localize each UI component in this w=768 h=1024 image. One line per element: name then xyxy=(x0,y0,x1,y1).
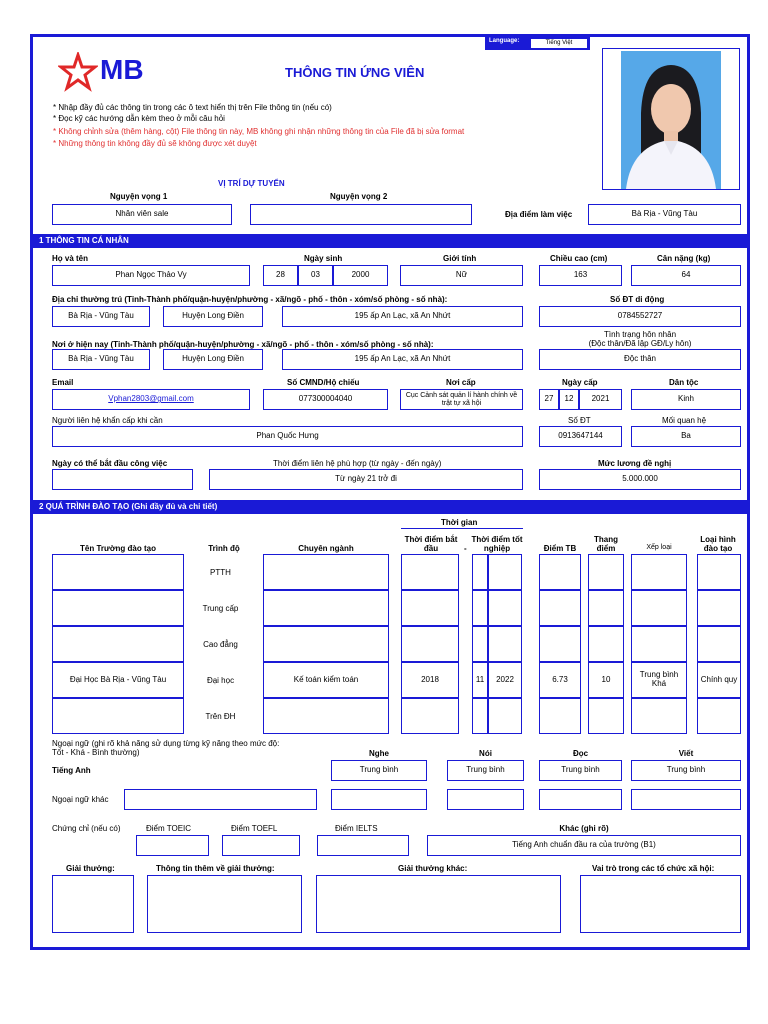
other-language-label: Ngoại ngữ khác xyxy=(52,795,109,804)
perm-province[interactable]: Bà Rịa - Vũng Tàu xyxy=(52,306,150,327)
scale-header: Thang điểm xyxy=(594,535,618,553)
awards-label: Giải thưởng: xyxy=(66,864,115,873)
edu-school-cell[interactable] xyxy=(52,590,184,626)
marital-hint: (Độc thân/Đã lập GĐ/Ly hôn) xyxy=(588,339,692,348)
perm-address-label: Địa chỉ thường trú (Tỉnh-Thành phố/quận-huyện/phường - xã/ngõ - phố - thôn - xóm/số phòng - số nhà): xyxy=(52,295,448,304)
candidate-photo xyxy=(602,48,740,190)
edu-major-cell[interactable]: Kế toán kiểm toán xyxy=(263,662,389,698)
gender-field[interactable]: Nữ xyxy=(400,265,523,286)
edu-rank-cell[interactable] xyxy=(631,590,687,626)
place-field[interactable]: Bà Rịa - Vũng Tàu xyxy=(588,204,741,225)
note-4: * Những thông tin không đầy đủ sẽ không được xét duyệt xyxy=(53,139,257,148)
edu-gpa-cell[interactable] xyxy=(539,590,581,626)
edu-type-cell[interactable] xyxy=(697,590,741,626)
weight-field[interactable]: 64 xyxy=(631,265,741,286)
dob-month[interactable]: 03 xyxy=(298,265,333,286)
other-cert-label: Khác (ghi rõ) xyxy=(559,824,609,833)
relationship-label: Mối quan hệ xyxy=(662,416,707,425)
edu-scale-cell[interactable] xyxy=(588,590,624,626)
edu-type-cell[interactable] xyxy=(697,554,741,590)
level-header: Trình độ xyxy=(208,544,240,553)
edu-type-cell[interactable] xyxy=(697,626,741,662)
start-date-field[interactable] xyxy=(52,469,193,490)
issue-place-label: Nơi cấp xyxy=(446,378,476,387)
english-read[interactable]: Trung bình xyxy=(539,760,622,781)
social-roles-label: Vai trò trong các tổ chức xã hội: xyxy=(592,864,715,873)
edu-scale-cell[interactable] xyxy=(588,554,624,590)
current-district[interactable]: Huyện Long Điền xyxy=(163,349,263,370)
edu-major-cell[interactable] xyxy=(263,626,389,662)
edu-gpa-cell[interactable] xyxy=(539,698,581,734)
english-write[interactable]: Trung bình xyxy=(631,760,741,781)
toeic-field[interactable] xyxy=(136,835,209,856)
issue-date-label: Ngày cấp xyxy=(562,378,598,387)
ielts-label: Điểm IELTS xyxy=(335,824,378,833)
other-cert-field[interactable]: Tiếng Anh chuẩn đầu ra của trường (B1) xyxy=(427,835,741,856)
toefl-label: Điểm TOEFL xyxy=(231,824,278,833)
awards-info-field[interactable] xyxy=(147,875,302,933)
edu-gpa-cell[interactable] xyxy=(539,554,581,590)
start-header: Thời điểm bắt đầu xyxy=(404,535,458,553)
marital-label: Tình trạng hôn nhân xyxy=(603,330,677,339)
edu-school-cell[interactable] xyxy=(52,554,184,590)
id-label: Số CMND/Hộ chiếu xyxy=(287,378,360,387)
name-label: Họ và tên xyxy=(52,254,89,263)
edu-level-cell: PTTH xyxy=(210,568,231,577)
other-language-write[interactable] xyxy=(631,789,741,810)
edu-type-cell[interactable]: Chính quy xyxy=(697,662,741,698)
edu-scale-cell[interactable] xyxy=(588,626,624,662)
height-field[interactable]: 163 xyxy=(539,265,622,286)
edu-end-m-cell[interactable] xyxy=(472,626,488,662)
contact-time-field[interactable]: Từ ngày 21 trở đi xyxy=(209,469,523,490)
rank-header: Xếp loại xyxy=(646,544,672,551)
language-select[interactable]: Tiếng Việt xyxy=(530,38,588,49)
salary-label: Mức lương đề nghị xyxy=(598,459,672,468)
language-label: Language: xyxy=(489,38,520,44)
edu-end-y-cell[interactable] xyxy=(488,626,522,662)
certificates-label: Chứng chỉ (nếu có) xyxy=(52,824,121,833)
nv1-field[interactable]: Nhân viên sale xyxy=(52,204,232,225)
dob-year[interactable]: 2000 xyxy=(333,265,388,286)
perm-address[interactable]: 195 ấp An Lạc, xã An Nhứt xyxy=(282,306,523,327)
edu-level-cell: Trên ĐH xyxy=(205,712,236,721)
awards-info-label: Thông tin thêm về giải thưởng: xyxy=(156,864,275,873)
other-language-listen[interactable] xyxy=(331,789,427,810)
issue-month[interactable]: 12 xyxy=(559,389,579,410)
edu-rank-cell[interactable] xyxy=(631,554,687,590)
edu-school-cell[interactable]: Đại Học Bà Rịa - Vũng Tàu xyxy=(52,662,184,698)
name-field[interactable]: Phan Ngọc Thảo Vy xyxy=(52,265,250,286)
emergency-phone-label: Số ĐT xyxy=(568,416,591,425)
start-date-label: Ngày có thể bắt đầu công việc xyxy=(52,459,168,468)
edu-end-y-cell[interactable] xyxy=(488,554,522,590)
note-3: * Không chỉnh sửa (thêm hàng, cột) File thông tin này, MB không ghi nhận những thông tin của File đã bị sửa format xyxy=(53,127,465,136)
language-note-1: Ngoại ngữ (ghi rõ khả năng sử dụng từng kỹ năng theo mức độ: xyxy=(52,739,280,748)
edu-gpa-cell[interactable] xyxy=(539,626,581,662)
edu-scale-cell[interactable]: 10 xyxy=(588,662,624,698)
relationship-field[interactable]: Ba xyxy=(631,426,741,447)
edu-end-y-cell[interactable]: 2022 xyxy=(488,662,522,698)
nv2-label: Nguyện vọng 2 xyxy=(330,192,388,201)
edu-start-cell[interactable] xyxy=(401,590,459,626)
edu-end-y-cell[interactable] xyxy=(488,698,522,734)
edu-end-m-cell[interactable]: 11 xyxy=(472,662,488,698)
major-header: Chuyên ngành xyxy=(298,544,354,553)
perm-district[interactable]: Huyện Long Điền xyxy=(163,306,263,327)
edu-school-cell[interactable] xyxy=(52,698,184,734)
mb-logo xyxy=(58,52,168,92)
edu-type-cell[interactable] xyxy=(697,698,741,734)
current-address[interactable]: 195 ấp An Lạc, xã An Nhứt xyxy=(282,349,523,370)
school-header: Tên Trường đào tạo xyxy=(80,544,156,553)
ethnic-field[interactable]: Kinh xyxy=(631,389,741,410)
read-header: Đọc xyxy=(572,749,589,758)
edu-end-m-cell[interactable] xyxy=(472,590,488,626)
nv2-field[interactable] xyxy=(250,204,472,225)
type-header: Loại hình đào tạo xyxy=(700,535,736,553)
edu-end-y-cell[interactable] xyxy=(488,590,522,626)
time-header-line xyxy=(401,528,523,529)
english-speak[interactable]: Trung bình xyxy=(447,760,524,781)
other-language-read[interactable] xyxy=(539,789,622,810)
weight-label: Cân nặng (kg) xyxy=(657,254,711,263)
other-awards-field[interactable] xyxy=(316,875,561,933)
height-label: Chiều cao (cm) xyxy=(550,254,608,263)
email-label: Email xyxy=(52,378,74,387)
gender-label: Giới tính xyxy=(443,254,477,263)
edu-rank-cell[interactable] xyxy=(631,698,687,734)
edu-gpa-cell[interactable]: 6.73 xyxy=(539,662,581,698)
edu-start-cell[interactable] xyxy=(401,554,459,590)
brand-name: MB xyxy=(100,54,144,85)
english-listen[interactable]: Trung bình xyxy=(331,760,427,781)
toefl-field[interactable] xyxy=(222,835,300,856)
edu-end-m-cell[interactable] xyxy=(472,698,488,734)
dob-label: Ngày sinh xyxy=(304,254,343,263)
current-address-label: Nơi ở hiện nay (Tỉnh-Thành phố/quận-huyện/phường - xã/ngõ - phố - thôn - xóm/số phòng - số nhà): xyxy=(52,340,434,349)
edu-scale-cell[interactable] xyxy=(588,698,624,734)
contact-time-label: Thời điểm liên hệ phù hợp (từ ngày - đến ngày) xyxy=(273,459,442,468)
listen-header: Nghe xyxy=(369,749,389,758)
mb-star-icon xyxy=(58,52,98,92)
marital-field[interactable]: Độc thân xyxy=(539,349,741,370)
place-label: Địa điểm làm việc xyxy=(505,210,573,219)
note-2: * Đọc kỹ các hướng dẫn kèm theo ở mỗi câu hỏi xyxy=(53,114,225,123)
edu-end-m-cell[interactable] xyxy=(472,554,488,590)
edu-major-cell[interactable] xyxy=(263,698,389,734)
edu-level-cell: Đại học xyxy=(206,676,235,685)
phone-label: Số ĐT di động xyxy=(610,295,665,304)
id-field[interactable]: 077300004040 xyxy=(263,389,388,410)
email-field[interactable]: Vphan2803@gmail.com xyxy=(52,389,250,410)
ethnic-label: Dân tộc xyxy=(669,378,699,387)
edu-level-cell: Trung cấp xyxy=(202,604,239,613)
dob-day[interactable]: 28 xyxy=(263,265,298,286)
toeic-label: Điểm TOEIC xyxy=(146,824,192,833)
emergency-field[interactable]: Phan Quốc Hưng xyxy=(52,426,523,447)
phone-field[interactable]: 0784552727 xyxy=(539,306,741,327)
english-label: Tiếng Anh xyxy=(52,766,91,775)
section-1-header: 1 THÔNG TIN CÁ NHÂN xyxy=(33,234,747,248)
other-language-speak[interactable] xyxy=(447,789,524,810)
page-title: THÔNG TIN ỨNG VIÊN xyxy=(285,65,425,80)
edu-major-cell[interactable] xyxy=(263,554,389,590)
current-province[interactable]: Bà Rịa - Vũng Tàu xyxy=(52,349,150,370)
time-header: Thời gian xyxy=(441,518,478,527)
ielts-field[interactable] xyxy=(317,835,409,856)
nv1-label: Nguyện vọng 1 xyxy=(110,192,168,201)
end-header: Thời điểm tốt nghiệp xyxy=(471,535,523,553)
edu-start-cell[interactable] xyxy=(401,698,459,734)
edu-start-cell[interactable] xyxy=(401,626,459,662)
edu-rank-cell[interactable]: Trung bình Khá xyxy=(631,662,687,698)
emergency-phone-field[interactable]: 0913647144 xyxy=(539,426,622,447)
dash-header: - xyxy=(464,544,467,553)
edu-school-cell[interactable] xyxy=(52,626,184,662)
issue-year[interactable]: 2021 xyxy=(579,389,622,410)
position-heading: VỊ TRÍ DỰ TUYỂN xyxy=(218,179,285,188)
gpa-header: Điểm TB xyxy=(543,544,577,553)
edu-level-cell: Cao đẳng xyxy=(203,640,238,649)
other-language-field[interactable] xyxy=(124,789,317,810)
salary-field[interactable]: 5.000.000 xyxy=(539,469,741,490)
language-note-2: Tốt - Khá - Bình thường) xyxy=(52,748,140,757)
issue-day[interactable]: 27 xyxy=(539,389,559,410)
issue-place-field[interactable]: Cục Cảnh sát quản lí hành chính về trật tự xã hội xyxy=(400,389,523,410)
portrait-icon xyxy=(621,51,721,189)
edu-major-cell[interactable] xyxy=(263,590,389,626)
section-2-header: 2 QUÁ TRÌNH ĐÀO TẠO (Ghi đầy đủ và chi tiết) xyxy=(33,500,747,514)
note-1: * Nhập đầy đủ các thông tin trong các ô text hiển thị trên File thông tin (nếu có) xyxy=(53,103,332,112)
edu-rank-cell[interactable] xyxy=(631,626,687,662)
other-awards-label: Giải thưởng khác: xyxy=(398,864,468,873)
edu-start-cell[interactable]: 2018 xyxy=(401,662,459,698)
social-roles-field[interactable] xyxy=(580,875,741,933)
awards-field[interactable] xyxy=(52,875,134,933)
emergency-label: Người liên hệ khẩn cấp khi cần xyxy=(52,416,163,425)
write-header: Viết xyxy=(678,749,694,758)
speak-header: Nói xyxy=(479,749,492,758)
